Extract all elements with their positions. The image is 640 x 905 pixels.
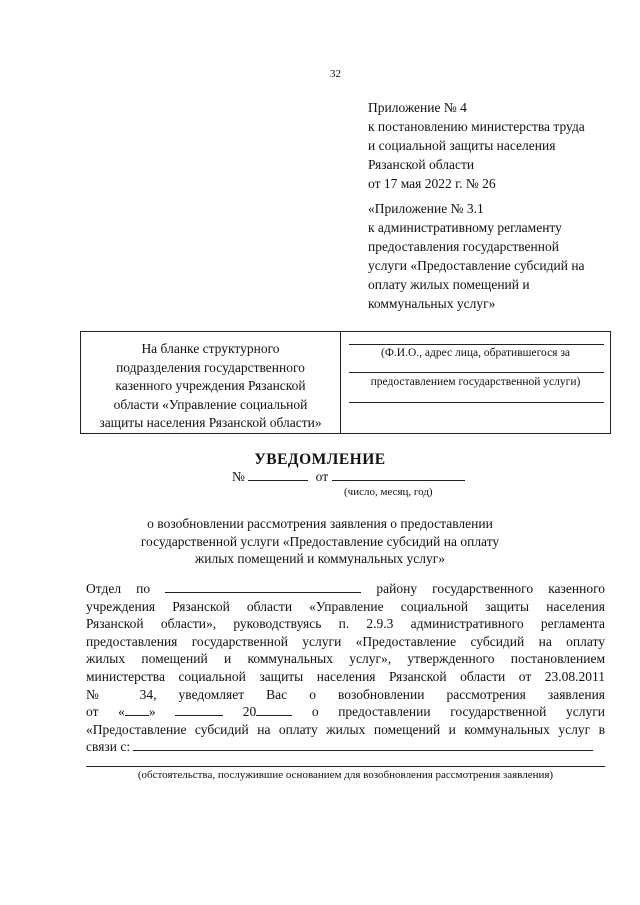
recipient-block (341, 332, 610, 433)
body-text: району государственного казенного (376, 581, 606, 596)
appendix-line: к административному регламенту (368, 220, 562, 235)
letterhead-line: подразделения государственного (116, 359, 305, 375)
body-text: Рязанской области», руководствуясь п. 2.9.3 административного регламента (86, 616, 605, 632)
recipient-line (349, 402, 604, 403)
number-field (248, 468, 308, 481)
reason-line (86, 766, 605, 767)
subject-line: жилых помещений и коммунальных услуг» (194, 551, 446, 566)
day-field (125, 703, 149, 716)
appendix-line: Приложение № 4 (368, 100, 467, 115)
district-field (165, 580, 361, 593)
appendix-header (368, 98, 585, 193)
body-text: от « (86, 704, 125, 720)
body-text: министерства социальной защиты населения Рязанской области от 23.08.2011 (86, 668, 605, 684)
reason-caption: (обстоятельства, послужившие основанием для возобновления рассмотрения заявления) (137, 769, 554, 781)
body-text: Отдел по (86, 581, 151, 596)
from-label: от (315, 469, 329, 484)
number-label: № (232, 469, 245, 484)
recipient-caption: (Ф.И.О., адрес лица, обратившегося за (381, 347, 570, 359)
reason-field (133, 738, 593, 751)
date-caption: (число, месяц, год) (344, 486, 433, 498)
appendix-line: услуги «Предоставление субсидий на (368, 258, 585, 273)
appendix-line: Рязанской области (368, 157, 475, 172)
notice-title: УВЕДОМЛЕНИЕ (254, 451, 386, 468)
subject-line: о возобновлении рассмотрения заявления о предоставлении (147, 516, 493, 531)
letterhead-line: На бланке структурного (141, 341, 280, 356)
body-text: № 34, уведомляет Вас о возобновлении рассмотрения заявления (86, 686, 605, 702)
recipient-caption: предоставлением государственной услуги) (370, 376, 581, 388)
letterhead-box (80, 331, 611, 434)
appendix-line: от 17 мая 2022 г. № 26 (368, 176, 496, 191)
body-text: связи с: (86, 739, 131, 755)
year-field (256, 703, 292, 716)
month-field (175, 703, 223, 716)
appendix-line: «Приложение № 3.1 (368, 201, 484, 216)
recipient-line (349, 344, 604, 345)
letterhead-placeholder (81, 332, 341, 433)
body-text: «Предоставление субсидий на оплату жилых помещений и коммунальных услуг в (86, 721, 605, 737)
notice-subject (0, 515, 640, 568)
recipient-line (349, 372, 604, 373)
notice-body (86, 580, 605, 756)
body-text: о предоставлении государственной услуги (311, 704, 605, 720)
appendix-line: и социальной защиты населения (368, 138, 556, 153)
appendix-line: коммунальных услуг» (368, 296, 496, 311)
date-field (332, 468, 465, 481)
appendix-line: оплату жилых помещений и (368, 277, 530, 292)
page-number: 32 (330, 68, 341, 80)
notice-number-row (232, 468, 465, 485)
body-text: жилых помещений и коммунальных услуг», утвержденного постановлением (86, 651, 605, 667)
appendix-line: предоставления государственной (368, 239, 559, 254)
appendix-line: к постановлению министерства труда (368, 119, 585, 134)
subject-line: государственной услуги «Предоставление субсидий на оплату (140, 533, 500, 549)
letterhead-line: защиты населения Рязанской области» (99, 415, 322, 430)
letterhead-line: казенного учреждения Рязанской (115, 378, 306, 393)
body-text: предоставления государственной услуги «Предоставление субсидий на оплату (86, 633, 605, 649)
letterhead-line: области «Управление социальной (113, 396, 308, 412)
body-text: учреждения Рязанской области «Управление социальной защиты населения (86, 598, 605, 614)
appendix-regulation-header (368, 199, 585, 313)
body-text: 20 (242, 704, 257, 720)
body-text: » (148, 704, 156, 720)
